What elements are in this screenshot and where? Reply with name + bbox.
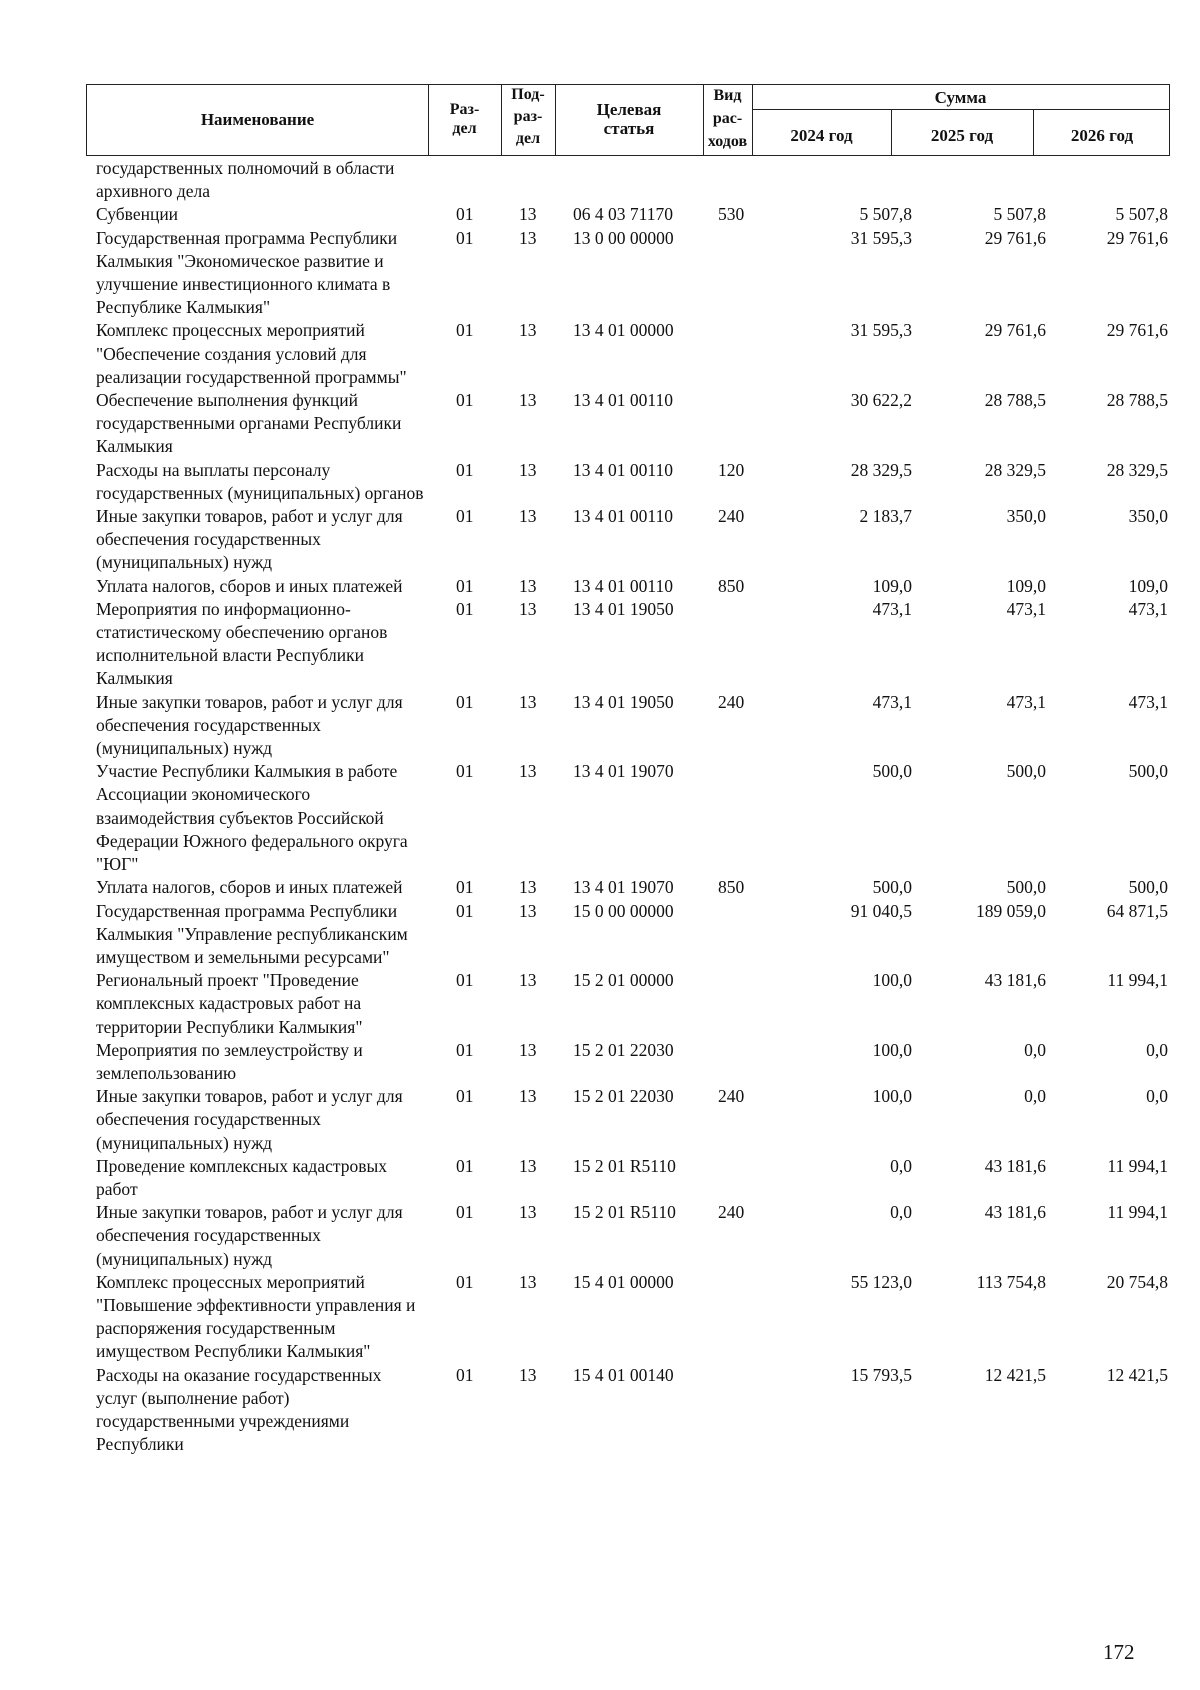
- row-podrazdel: 13: [519, 1039, 537, 1060]
- table-body: [86, 157, 1170, 1456]
- row-podrazdel: 13: [519, 877, 537, 898]
- row-statya: 13 4 01 19050: [573, 691, 674, 712]
- table-row: [86, 203, 1170, 226]
- row-sum-2024: 100,0: [872, 1086, 912, 1107]
- row-podrazdel: 13: [519, 900, 537, 921]
- table-row: [86, 1085, 1170, 1155]
- row-sum-2026: 20 754,8: [1106, 1271, 1168, 1292]
- row-razdel: 01: [456, 1364, 474, 1385]
- header-vid: Вид рас- ходов: [707, 87, 748, 150]
- row-name: Мероприятия по информационно-статистическому обеспечению органов исполнительной власти Республики Калмыкия: [96, 598, 388, 689]
- table-row: [86, 969, 1170, 1039]
- row-name: Участие Республики Калмыкия в работе Ассоциации экономического взаимодействия субъектов Российской Федерации Южного федерального округа "ЮГ": [96, 761, 408, 875]
- row-sum-2025: 12 421,5: [984, 1364, 1046, 1385]
- page-number: 172: [1103, 1640, 1135, 1664]
- row-statya: 13 4 01 00110: [573, 459, 673, 480]
- row-razdel: 01: [456, 761, 474, 782]
- row-name: Субвенции: [96, 204, 179, 225]
- row-sum-2025: 43 181,6: [984, 970, 1046, 991]
- row-name: Мероприятия по землеустройству и землепользованию: [96, 1039, 363, 1083]
- row-razdel: 01: [456, 506, 474, 527]
- row-podrazdel: 13: [519, 506, 537, 527]
- header-2025: 2025 год: [930, 126, 994, 145]
- table-row: [86, 1201, 1170, 1271]
- table-row: [86, 876, 1170, 899]
- row-razdel: 01: [456, 1202, 474, 1223]
- row-statya: 15 2 01 22030: [573, 1086, 674, 1107]
- row-name: Иные закупки товаров, работ и услуг для обеспечения государственных (муниципальных) нужд: [96, 1086, 403, 1153]
- row-sum-2025: 28 329,5: [984, 459, 1046, 480]
- row-statya: 15 2 01 R5110: [573, 1155, 676, 1176]
- row-name: Обеспечение выполнения функций государственными органами Республики Калмыкия: [96, 390, 402, 457]
- row-vid: 240: [718, 1086, 745, 1107]
- row-sum-2026: 29 761,6: [1106, 320, 1168, 341]
- row-podrazdel: 13: [519, 761, 537, 782]
- row-podrazdel: 13: [519, 320, 537, 341]
- row-sum-2024: 31 595,3: [850, 227, 912, 248]
- header-name: Наименование: [200, 110, 315, 129]
- row-statya: 13 0 00 00000: [573, 227, 674, 248]
- row-statya: 15 4 01 00140: [573, 1364, 674, 1385]
- row-sum-2025: 29 761,6: [984, 320, 1046, 341]
- row-statya: 15 2 01 00000: [573, 970, 674, 991]
- row-podrazdel: 13: [519, 390, 537, 411]
- row-name: Расходы на оказание государственных услуг (выполнение работ) государственными учреждениями Республики: [96, 1364, 382, 1455]
- row-name: Комплекс процессных мероприятий "Обеспечение создания условий для реализации государственной программы": [96, 320, 407, 387]
- row-podrazdel: 13: [519, 970, 537, 991]
- row-sum-2024: 500,0: [872, 761, 912, 782]
- row-statya: 13 4 01 19050: [573, 598, 674, 619]
- row-sum-2025: 350,0: [1006, 506, 1046, 527]
- row-sum-2026: 12 421,5: [1106, 1364, 1168, 1385]
- row-sum-2026: 109,0: [1128, 575, 1168, 596]
- row-sum-2024: 91 040,5: [850, 900, 912, 921]
- table-row: [86, 1039, 1170, 1085]
- row-sum-2026: 500,0: [1128, 761, 1168, 782]
- row-statya: 15 2 01 R5110: [573, 1202, 676, 1223]
- row-sum-2025: 500,0: [1006, 877, 1046, 898]
- row-podrazdel: 13: [519, 459, 537, 480]
- row-statya: 13 4 01 19070: [573, 761, 674, 782]
- row-name: Государственная программа Республики Калмыкия "Управление республиканским имуществом и земельными ресурсами": [96, 900, 408, 967]
- row-sum-2026: 11 994,1: [1107, 1202, 1168, 1223]
- row-sum-2026: 28 788,5: [1106, 390, 1168, 411]
- row-sum-2024: 5 507,8: [859, 204, 912, 225]
- row-podrazdel: 13: [519, 1202, 537, 1223]
- row-name: государственных полномочий в области архивного дела: [96, 158, 395, 202]
- row-razdel: 01: [456, 1271, 474, 1292]
- row-sum-2025: 473,1: [1006, 598, 1046, 619]
- row-sum-2025: 43 181,6: [984, 1155, 1046, 1176]
- row-podrazdel: 13: [519, 204, 537, 225]
- row-statya: 15 4 01 00000: [573, 1271, 674, 1292]
- row-statya: 06 4 03 71170: [573, 204, 673, 225]
- row-sum-2024: 15 793,5: [850, 1364, 912, 1385]
- row-name: Иные закупки товаров, работ и услуг для обеспечения государственных (муниципальных) нужд: [96, 691, 403, 759]
- row-name: Комплекс процессных мероприятий "Повышение эффективности управления и распоряжения государственным имуществом Республики Калмыкия": [96, 1271, 416, 1362]
- row-sum-2024: 0,0: [890, 1202, 912, 1223]
- row-podrazdel: 13: [519, 691, 537, 712]
- row-razdel: 01: [456, 1039, 474, 1060]
- row-statya: 15 2 01 22030: [573, 1039, 674, 1060]
- row-sum-2025: 29 761,6: [984, 227, 1046, 248]
- row-sum-2025: 109,0: [1006, 575, 1046, 596]
- row-sum-2025: 5 507,8: [993, 204, 1046, 225]
- table-row: [86, 691, 1170, 761]
- row-sum-2026: 0,0: [1146, 1086, 1168, 1107]
- row-name: Иные закупки товаров, работ и услуг для обеспечения государственных (муниципальных) нужд: [96, 506, 403, 573]
- row-sum-2026: 64 871,5: [1106, 900, 1168, 921]
- row-podrazdel: 13: [519, 575, 537, 596]
- row-sum-2025: 500,0: [1006, 761, 1046, 782]
- row-razdel: 01: [456, 227, 474, 248]
- row-razdel: 01: [456, 575, 474, 596]
- header-statya: Целевая статья: [596, 100, 662, 138]
- table-row: [86, 157, 1170, 203]
- row-name: Государственная программа Республики Калмыкия "Экономическое развитие и улучшение инвестиционного климата в Республике Калмыкия": [96, 227, 398, 318]
- row-razdel: 01: [456, 598, 474, 619]
- row-razdel: 01: [456, 1155, 474, 1176]
- row-sum-2024: 30 622,2: [850, 390, 912, 411]
- row-sum-2025: 113 754,8: [976, 1271, 1046, 1292]
- row-sum-2024: 100,0: [872, 970, 912, 991]
- row-vid: 240: [718, 1202, 745, 1223]
- row-podrazdel: 13: [519, 227, 537, 248]
- row-podrazdel: 13: [519, 1086, 537, 1107]
- row-vid: 850: [718, 575, 745, 596]
- row-sum-2024: 473,1: [872, 691, 912, 712]
- row-podrazdel: 13: [519, 598, 537, 619]
- row-sum-2026: 28 329,5: [1106, 459, 1168, 480]
- row-sum-2026: 500,0: [1128, 877, 1168, 898]
- table-row: [86, 1364, 1170, 1457]
- row-sum-2024: 28 329,5: [850, 459, 912, 480]
- row-vid: 530: [718, 204, 745, 225]
- row-statya: 13 4 01 19070: [573, 877, 674, 898]
- table-row: [86, 1271, 1170, 1364]
- row-vid: 240: [718, 691, 745, 712]
- row-razdel: 01: [456, 1086, 474, 1107]
- row-podrazdel: 13: [519, 1364, 537, 1385]
- table-row: [86, 389, 1170, 459]
- row-sum-2025: 0,0: [1024, 1086, 1046, 1107]
- row-sum-2025: 0,0: [1024, 1039, 1046, 1060]
- row-sum-2026: 5 507,8: [1115, 204, 1168, 225]
- row-sum-2026: 11 994,1: [1107, 1155, 1168, 1176]
- row-razdel: 01: [456, 204, 474, 225]
- row-sum-2025: 189 059,0: [976, 900, 1046, 921]
- row-sum-2026: 473,1: [1128, 691, 1168, 712]
- row-vid: 850: [718, 877, 745, 898]
- header-2024: 2024 год: [790, 126, 853, 145]
- header-2026: 2026 год: [1070, 126, 1134, 145]
- table-row: [86, 598, 1170, 691]
- table-row: [86, 227, 1170, 320]
- row-name: Расходы на выплаты персоналу государственных (муниципальных) органов: [96, 459, 424, 503]
- table-row: [86, 459, 1170, 505]
- row-sum-2024: 31 595,3: [850, 320, 912, 341]
- row-sum-2026: 29 761,6: [1106, 227, 1168, 248]
- row-sum-2026: 11 994,1: [1107, 970, 1168, 991]
- row-statya: 13 4 01 00110: [573, 390, 673, 411]
- row-name: Региональный проект "Проведение комплексных кадастровых работ на территории Республики Калмыкия": [96, 970, 363, 1037]
- row-razdel: 01: [456, 320, 474, 341]
- row-razdel: 01: [456, 877, 474, 898]
- row-podrazdel: 13: [519, 1271, 537, 1292]
- row-sum-2024: 55 123,0: [850, 1271, 912, 1292]
- row-vid: 120: [718, 459, 745, 480]
- row-statya: 13 4 01 00110: [573, 506, 673, 527]
- table-row: [86, 575, 1170, 598]
- table-row: [86, 900, 1170, 970]
- row-sum-2024: 500,0: [872, 877, 912, 898]
- table-row: [86, 319, 1170, 389]
- row-name: Уплата налогов, сборов и иных платежей: [96, 575, 403, 596]
- row-name: Иные закупки товаров, работ и услуг для обеспечения государственных (муниципальных) нужд: [96, 1202, 403, 1269]
- row-podrazdel: 13: [519, 1155, 537, 1176]
- row-statya: 13 4 01 00000: [573, 320, 674, 341]
- row-name: Уплата налогов, сборов и иных платежей: [96, 877, 403, 898]
- row-sum-2024: 473,1: [872, 598, 912, 619]
- row-sum-2024: 109,0: [872, 575, 912, 596]
- row-razdel: 01: [456, 900, 474, 921]
- row-sum-2026: 0,0: [1146, 1039, 1168, 1060]
- row-sum-2024: 2 183,7: [859, 506, 912, 527]
- row-sum-2024: 0,0: [890, 1155, 912, 1176]
- row-statya: 15 0 00 00000: [573, 900, 674, 921]
- row-sum-2025: 43 181,6: [984, 1202, 1046, 1223]
- row-vid: 240: [718, 506, 745, 527]
- row-sum-2025: 473,1: [1006, 691, 1046, 712]
- table-row: [86, 505, 1170, 575]
- header-podrazdel: Под- раз- дел: [511, 86, 545, 147]
- row-razdel: 01: [456, 459, 474, 480]
- row-statya: 13 4 01 00110: [573, 575, 673, 596]
- row-sum-2026: 473,1: [1128, 598, 1168, 619]
- row-sum-2024: 100,0: [872, 1039, 912, 1060]
- row-sum-2025: 28 788,5: [984, 390, 1046, 411]
- row-razdel: 01: [456, 390, 474, 411]
- header-summa: Сумма: [934, 88, 987, 107]
- row-name: Проведение комплексных кадастровых работ: [96, 1155, 388, 1199]
- table-header: [86, 84, 1170, 156]
- table-row: [86, 1155, 1170, 1201]
- header-razdel: Раз- дел: [449, 101, 480, 137]
- row-razdel: 01: [456, 691, 474, 712]
- table-row: [86, 760, 1170, 876]
- row-sum-2026: 350,0: [1128, 506, 1168, 527]
- row-razdel: 01: [456, 970, 474, 991]
